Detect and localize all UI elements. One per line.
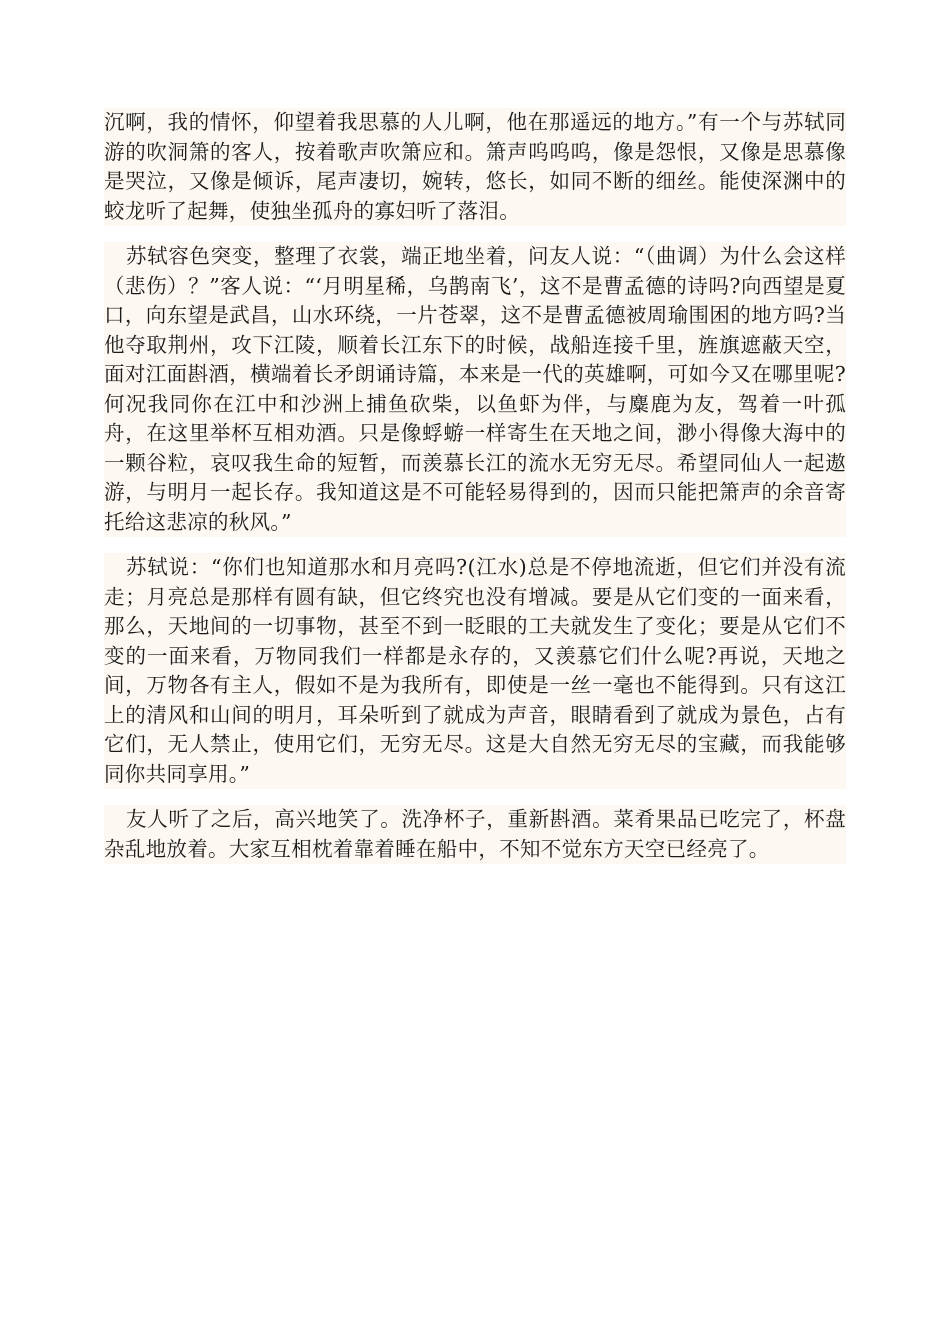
paragraph-3: 苏轼说：“你们也知道那水和月亮吗?(江水)总是不停地流逝，但它们并没有流走；月亮总是那样有圆有缺，但它终究也没有增减。要是从它们变的一面来看，那么，天地间的一切事物，甚至不到一眨眼的工夫就发生了变化；要是从它们不变的一面来看，万物同我们一样都是永存的，又羡慕它们什么呢?再说，天地之间，万物各有主人，假如不是为我所有，即使是一丝一毫也不能得到。只有这江上的清风和山间的明月，耳朵听到了就成为声音，眼睛看到了就成为景色，占有它们，无人禁止，使用它们，无穷无尽。这是大自然无穷无尽的宝藏，而我能够同你共同享用。” — [104, 555, 846, 786]
paragraph-2: 苏轼容色突变，整理了衣裳，端正地坐着，问友人说：“（曲调）为什么会这样（悲伤）？”客人说：“‘月明星稀，乌鹊南飞’，这不是曹孟德的诗吗?向西望是夏口，向东望是武昌，山水环绕，一片苍翠，这不是曹孟德被周瑜围困的地方吗?当他夺取荆州，攻下江陵，顺着长江东下的时候，战船连接千里，旌旗遮蔽天空，面对江面斟酒，横端着长矛朗诵诗篇，本来是一代的英雄啊，可如今又在哪里呢?何况我同你在江中和沙洲上捕鱼砍柴，以鱼虾为伴，与麋鹿为友，驾着一叶孤舟，在这里举杯互相劝酒。只是像蜉蝣一样寄生在天地之间，渺小得像大海中的一颗谷粒，哀叹我生命的短暂，而羡慕长江的流水无穷无尽。希望同仙人一起遨游，与明月一起长存。我知道这是不可能轻易得到的，因而只能把箫声的余音寄托给这悲凉的秋风。” — [104, 244, 846, 534]
paragraph-4: 友人听了之后，高兴地笑了。洗净杯子，重新斟酒。菜肴果品已吃完了，杯盘杂乱地放着。大家互相枕着靠着睡在船中，不知不觉东方天空已经亮了。 — [104, 807, 846, 861]
paragraph-gap — [102, 226, 848, 242]
paragraph-gap — [102, 537, 848, 553]
document-body — [104, 108, 846, 864]
paragraph-1: 沉啊，我的情怀，仰望着我思慕的人儿啊，他在那遥远的地方。”有一个与苏轼同游的吹洞箫的客人，按着歌声吹箫应和。箫声呜呜呜，像是怨恨，又像是思慕像是哭泣，又像是倾诉，尾声凄切，婉转，悠长，如同不断的细丝。能使深渊中的蛟龙听了起舞，使独坐孤舟的寡妇听了落泪。 — [104, 110, 846, 223]
paragraph-gap — [102, 789, 848, 805]
